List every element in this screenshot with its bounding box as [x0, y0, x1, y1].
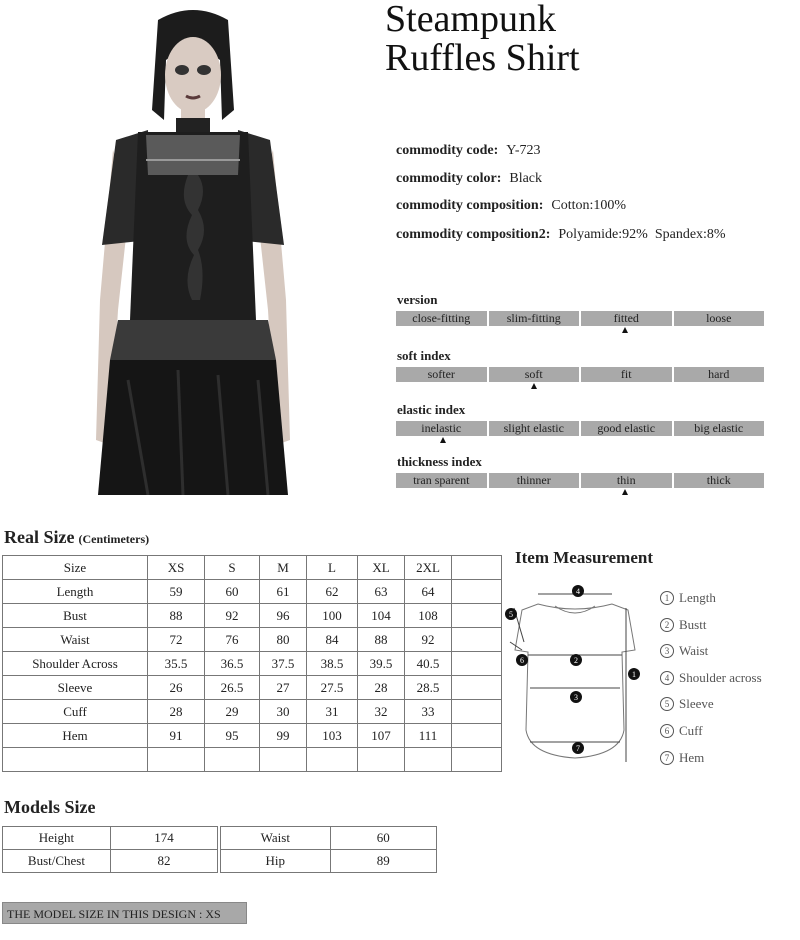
size-cell: 28: [358, 676, 405, 700]
models-row: [221, 850, 437, 873]
size-cell: 72: [148, 628, 205, 652]
index-option: fit: [581, 367, 672, 382]
size-cell: 108: [405, 604, 452, 628]
size-cell: [307, 748, 358, 772]
size-cell: [452, 748, 502, 772]
size-cell: 99: [260, 724, 307, 748]
spec-value: Cotton:100%: [551, 198, 627, 213]
spec-label: commodity composition:: [396, 198, 544, 213]
legend-number: 2: [660, 618, 674, 632]
models-label-cell: Bust/Chest: [3, 850, 111, 873]
index-title-version: version: [397, 292, 438, 307]
legend-number: 4: [660, 671, 674, 685]
size-cell: 31: [307, 700, 358, 724]
size-cell: 26: [148, 676, 205, 700]
legend-item: [660, 723, 762, 750]
models-row: [3, 827, 218, 850]
legend-number: 5: [660, 697, 674, 711]
size-cell: 28.5: [405, 676, 452, 700]
size-cell: 27: [260, 676, 307, 700]
size-cell: [452, 724, 502, 748]
spec-value: Black: [509, 171, 543, 186]
size-cell: 63: [358, 580, 405, 604]
size-cell: [452, 700, 502, 724]
real-size-heading: Real Size: [4, 527, 75, 547]
index-option: soft: [489, 367, 580, 382]
size-cell: Sleeve: [3, 676, 148, 700]
index-title-soft: soft index: [397, 348, 451, 363]
index-option: slim-fitting: [489, 311, 580, 326]
index-title-elastic: elastic index: [397, 402, 466, 417]
models-label-cell: Height: [3, 827, 111, 850]
size-table-row: [3, 700, 502, 724]
index-option: tran sparent: [396, 473, 487, 488]
size-cell: Hem: [3, 724, 148, 748]
size-cell: 28: [148, 700, 205, 724]
index-row-soft: [396, 367, 764, 382]
size-cell: 59: [148, 580, 205, 604]
legend-label: Sleeve: [679, 696, 714, 712]
index-row-thickness: [396, 473, 764, 488]
size-cell: 88: [358, 628, 405, 652]
size-cell: 33: [405, 700, 452, 724]
size-cell: [452, 676, 502, 700]
legend-item: [660, 696, 762, 723]
model-photo: [88, 0, 298, 495]
size-cell: 37.5: [260, 652, 307, 676]
spec-composition: [396, 198, 626, 214]
index-option: slight elastic: [489, 421, 580, 436]
size-cell: 40.5: [405, 652, 452, 676]
size-cell: [3, 748, 148, 772]
title-line2: Ruffles Shirt: [385, 37, 580, 79]
size-table-row: [3, 676, 502, 700]
size-header-cell: L: [307, 556, 358, 580]
spec-code: [396, 143, 541, 159]
size-cell: 80: [260, 628, 307, 652]
size-table-row: [3, 748, 502, 772]
real-size-unit: (Centimeters): [78, 532, 150, 546]
selected-marker-icon: [622, 327, 628, 333]
index-option: fitted: [581, 311, 672, 326]
size-header-cell: Size: [3, 556, 148, 580]
models-table-left: [2, 826, 218, 873]
spec-label: commodity color:: [396, 171, 502, 186]
size-cell: [452, 604, 502, 628]
spec-value: Polyamide:92% Spandex:8%: [558, 227, 726, 242]
legend-number: 6: [660, 724, 674, 738]
title-line1: Steampunk: [385, 0, 556, 40]
size-cell: [452, 580, 502, 604]
size-cell: [148, 748, 205, 772]
size-table: [2, 555, 502, 772]
diagram-marker-6: 6: [520, 656, 524, 665]
model-size-note: THE MODEL SIZE IN THIS DESIGN : XS: [2, 902, 247, 924]
size-cell: Bust: [3, 604, 148, 628]
selected-marker-icon: [440, 437, 446, 443]
size-cell: 95: [205, 724, 260, 748]
legend-label: Shoulder across: [679, 669, 762, 685]
index-option: thinner: [489, 473, 580, 488]
index-option: loose: [674, 311, 765, 326]
legend-number: 1: [660, 591, 674, 605]
index-option: good elastic: [581, 421, 672, 436]
size-cell: Cuff: [3, 700, 148, 724]
size-cell: 103: [307, 724, 358, 748]
size-table-row: [3, 604, 502, 628]
legend-label: Bustt: [679, 616, 707, 632]
measurement-diagram: [500, 580, 650, 770]
size-table-row: [3, 580, 502, 604]
size-cell: 92: [205, 604, 260, 628]
diagram-marker-5: 5: [509, 610, 513, 619]
size-cell: 35.5: [148, 652, 205, 676]
spec-composition2: [396, 227, 726, 243]
size-cell: 32: [358, 700, 405, 724]
size-header-cell: S: [205, 556, 260, 580]
size-table-row: [3, 628, 502, 652]
size-cell: Waist: [3, 628, 148, 652]
size-cell: [452, 652, 502, 676]
size-cell: 88: [148, 604, 205, 628]
size-cell: 76: [205, 628, 260, 652]
size-table-header: [3, 556, 502, 580]
spec-color: [396, 171, 542, 187]
legend-item: [660, 590, 762, 617]
size-cell: 36.5: [205, 652, 260, 676]
diagram-marker-1: 1: [632, 670, 636, 679]
size-cell: 107: [358, 724, 405, 748]
spec-label: commodity code:: [396, 143, 499, 158]
size-cell: 100: [307, 604, 358, 628]
size-cell: 92: [405, 628, 452, 652]
diagram-marker-7: 7: [576, 744, 580, 753]
models-row: [221, 827, 437, 850]
diagram-marker-2: 2: [574, 656, 578, 665]
size-cell: 62: [307, 580, 358, 604]
size-cell: 84: [307, 628, 358, 652]
size-table-row: [3, 724, 502, 748]
index-title-thickness: thickness index: [397, 454, 482, 469]
legend-number: 3: [660, 644, 674, 658]
legend-item: [660, 643, 762, 670]
size-cell: [205, 748, 260, 772]
models-value-cell: 89: [330, 850, 436, 873]
size-cell: 39.5: [358, 652, 405, 676]
size-cell: 111: [405, 724, 452, 748]
models-size-title: Models Size: [4, 797, 96, 817]
size-header-cell: XL: [358, 556, 405, 580]
index-option: close-fitting: [396, 311, 487, 326]
size-cell: [260, 748, 307, 772]
size-cell: 30: [260, 700, 307, 724]
index-option: big elastic: [674, 421, 765, 436]
size-table-row: [3, 652, 502, 676]
index-option: hard: [674, 367, 765, 382]
size-cell: 96: [260, 604, 307, 628]
size-header-cell: XS: [148, 556, 205, 580]
size-cell: 61: [260, 580, 307, 604]
size-cell: [405, 748, 452, 772]
models-value-cell: 174: [110, 827, 217, 850]
item-measurement-title: Item Measurement: [515, 548, 654, 567]
legend-item: [660, 670, 762, 697]
size-cell: 104: [358, 604, 405, 628]
size-cell: 64: [405, 580, 452, 604]
index-row-version: [396, 311, 764, 326]
selected-marker-icon: [531, 383, 537, 389]
legend-label: Hem: [679, 749, 705, 765]
legend-label: Length: [679, 590, 716, 605]
models-value-cell: 60: [330, 827, 436, 850]
models-table-right: [220, 826, 437, 873]
legend-label: Cuff: [679, 722, 703, 738]
models-label-cell: Waist: [221, 827, 331, 850]
measurement-legend: [660, 590, 762, 776]
models-label-cell: Hip: [221, 850, 331, 873]
size-cell: [452, 628, 502, 652]
size-cell: Shoulder Across: [3, 652, 148, 676]
spec-value: Y-723: [506, 143, 541, 158]
diagram-marker-4: 4: [576, 587, 580, 596]
index-option: softer: [396, 367, 487, 382]
size-cell: 26.5: [205, 676, 260, 700]
legend-item: [660, 750, 762, 777]
product-title: [385, 0, 580, 78]
size-header-cell: [452, 556, 502, 580]
size-cell: [358, 748, 405, 772]
size-header-cell: 2XL: [405, 556, 452, 580]
legend-item: [660, 617, 762, 644]
real-size-title: [4, 527, 149, 548]
diagram-marker-3: 3: [574, 693, 578, 702]
size-cell: 27.5: [307, 676, 358, 700]
index-option: inelastic: [396, 421, 487, 436]
size-cell: 29: [205, 700, 260, 724]
models-row: [3, 850, 218, 873]
spec-label: commodity composition2:: [396, 227, 551, 242]
size-cell: 38.5: [307, 652, 358, 676]
selected-marker-icon: [622, 489, 628, 495]
size-header-cell: M: [260, 556, 307, 580]
models-value-cell: 82: [110, 850, 217, 873]
size-cell: Length: [3, 580, 148, 604]
index-row-elastic: [396, 421, 764, 436]
legend-label: Waist: [679, 643, 709, 659]
size-cell: 60: [205, 580, 260, 604]
index-option: thin: [581, 473, 672, 488]
size-cell: 91: [148, 724, 205, 748]
legend-number: 7: [660, 751, 674, 765]
index-option: thick: [674, 473, 765, 488]
